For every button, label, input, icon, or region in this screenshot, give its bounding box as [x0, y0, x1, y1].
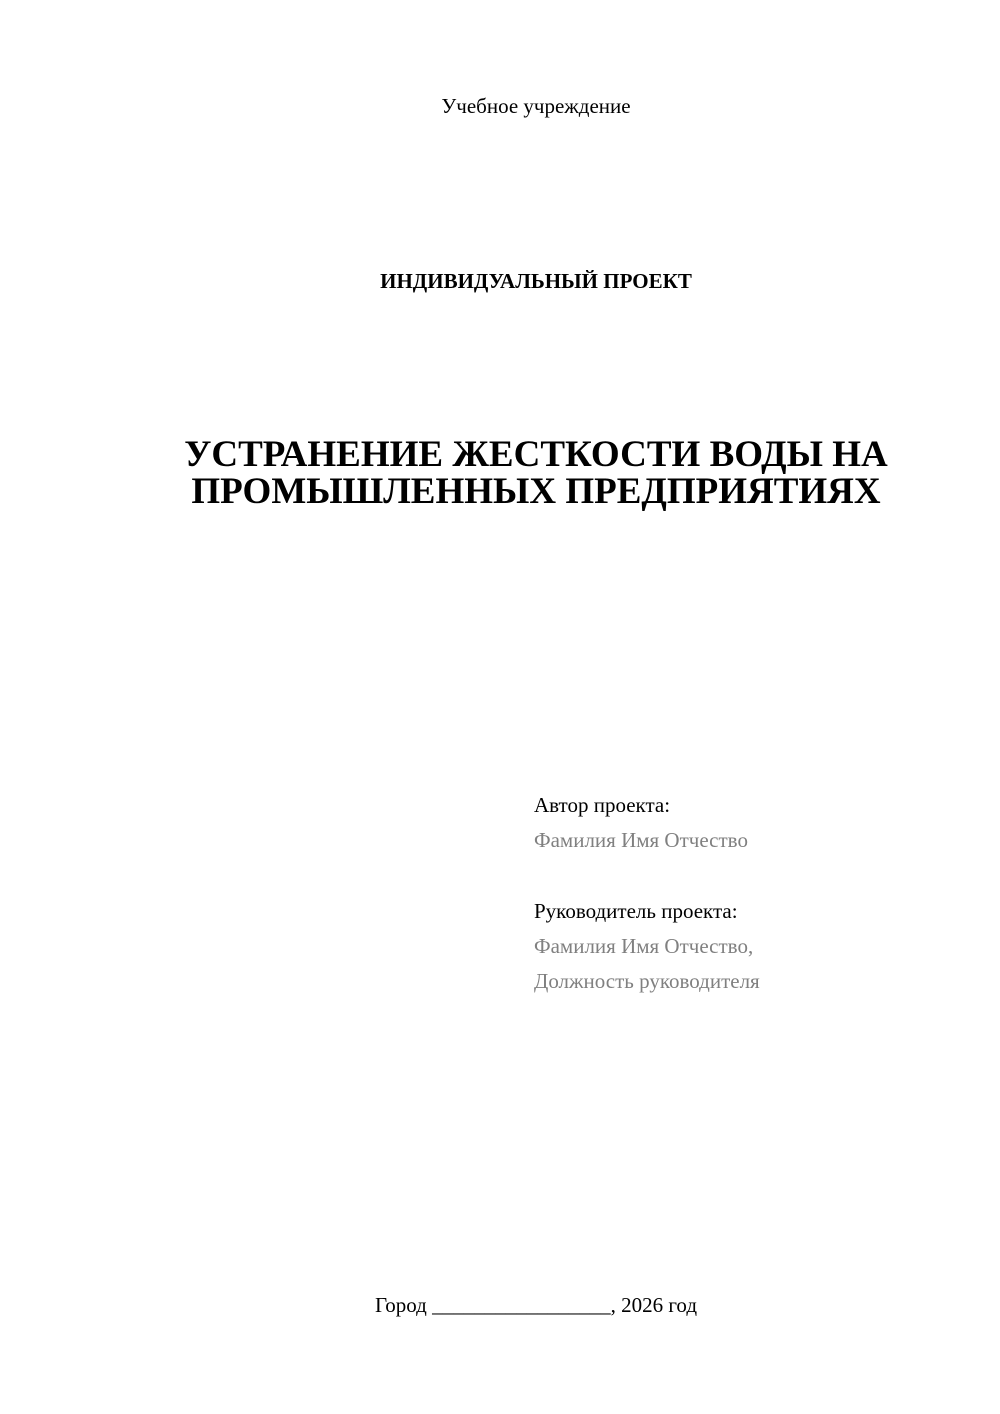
project-title: [0, 436, 1000, 510]
author-name: Фамилия Имя Отчество: [534, 828, 748, 852]
supervisor-position: Должность руководителя: [534, 969, 760, 993]
institution-name: Учебное учреждение: [441, 94, 631, 118]
supervisor-name: Фамилия Имя Отчество,: [534, 934, 754, 958]
author-label: Автор проекта:: [534, 793, 671, 817]
document-type: ИНДИВИДУАЛЬНЫЙ ПРОЕКТ: [380, 269, 692, 293]
city-year-line: Город _________________, 2026 год: [374, 1293, 698, 1317]
project-title-line-2: ПРОМЫШЛЕННЫХ ПРЕДПРИЯТИЯХ: [191, 471, 881, 512]
project-title-line-1: УСТРАНЕНИЕ ЖЕСТКОСТИ ВОДЫ НА: [184, 434, 888, 475]
project-info-block: [534, 788, 760, 999]
supervisor-label: Руководитель проекта:: [534, 899, 738, 923]
info-spacer: [534, 858, 760, 894]
